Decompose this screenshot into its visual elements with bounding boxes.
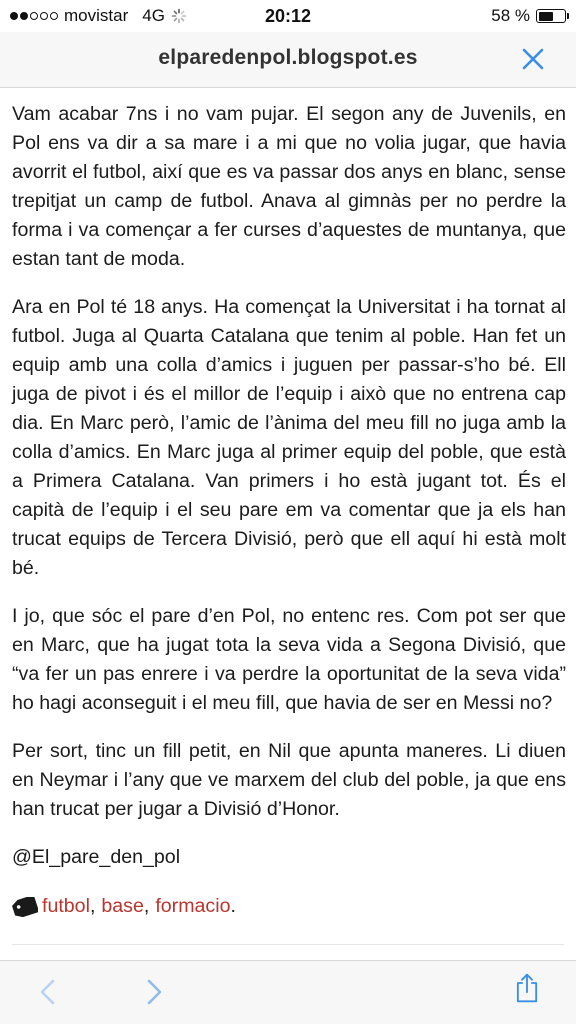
chevron-right-icon[interactable] [138, 977, 168, 1007]
article-body [12, 100, 566, 921]
status-bar [0, 0, 576, 32]
network-type: 4G [142, 6, 165, 25]
tag-separator: , [89, 895, 96, 917]
url-domain[interactable]: elparedenpol.blogspot.es [158, 46, 418, 69]
battery-percent: 58 % [491, 6, 530, 25]
article-paragraph: Vam acabar 7ns i no vam pujar. El segon any de Juvenils, en Pol ens va dir a sa mare i a mi que no volia jugar, que havia avorrit el futbol, així que es va passar dos anys en blanc, sense trepitjat un camp de futbol. Anava al gimnàs per no perdre la forma i va començar a fer curses d’aquestes de muntanya, que estan tant de moda. [12, 103, 566, 270]
article-paragraph: Per sort, tinc un fill petit, en Nil que apunta maneres. Li diuen en Neymar i l’any que ve marxem del club del poble, ja que ens han trucat per jugar a Divisió d’Honor. [12, 740, 566, 820]
tag-separator: . [230, 895, 236, 917]
tag-link-base[interactable]: base [101, 895, 144, 917]
share-icon[interactable] [512, 973, 542, 1003]
tag-separator: , [143, 895, 150, 917]
battery-fill [539, 12, 554, 21]
status-right [491, 6, 566, 26]
bottom-toolbar [0, 960, 576, 1024]
battery-icon [536, 9, 566, 23]
close-icon[interactable] [520, 46, 546, 72]
chevron-left-icon[interactable] [34, 977, 64, 1007]
address-bar [0, 32, 576, 88]
clock: 20:12 [264, 6, 312, 26]
tag-icon [12, 897, 38, 917]
author-signature: @El_pare_den_pol [12, 846, 181, 868]
tag-link-futbol[interactable]: futbol [42, 895, 90, 917]
post-labels [12, 892, 566, 921]
article-paragraph: I jo, que sóc el pare d’en Pol, no entenc res. Com pot ser que en Marc, que ha jugat tota la seva vida a Segona Divisió, que “va fer un pas enrere i va perdre la oportunitat de la seva vida” ho hagi aconseguit i el meu fill, que havia de ser en Messi no? [12, 605, 566, 714]
article-paragraph: Ara en Pol té 18 anys. Ha començat la Universitat i ha tornat al futbol. Juga al Quarta Catalana que tenim al poble. Han fet un equip amb una colla d’amics i juguen per passar-s’ho bé. Ell juga de pivot i és el millor de l’equip i això que no entrena cap dia. En Marc però, l’amic de l’ànima del meu fill no juga amb la colla d’amics. En Marc juga al primer equip del poble, que està a Primera Catalana. Van primers i ho està jugant tot. És el capità de l’equip i el seu pare em va comentar que ja els han trucat equips de Tercera Divisió, però que ell aquí hi està molt bé. [12, 296, 566, 579]
carrier-name: movistar [64, 6, 129, 25]
tag-link-formacio[interactable]: formacio [155, 895, 231, 917]
content-divider [12, 944, 564, 945]
